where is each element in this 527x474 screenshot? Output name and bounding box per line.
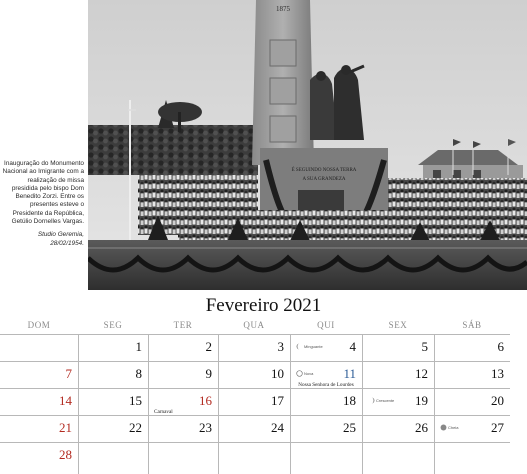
- day-number: 9: [205, 366, 212, 381]
- moon-phase-first-quarter-icon: [368, 397, 394, 404]
- weekday-label: QUI: [317, 320, 335, 330]
- calendar-day-cell: [78, 334, 148, 361]
- day-number: 27: [491, 420, 504, 435]
- day-number: 14: [59, 393, 72, 408]
- calendar-day-cell: [434, 442, 510, 469]
- moon-phase-label: Cheia: [448, 425, 459, 430]
- calendar-day-cell: [290, 334, 362, 361]
- calendar-day-cell: [148, 388, 218, 415]
- weekday-label: TER: [173, 320, 193, 330]
- caption-credit-date: 28/02/1954.: [50, 239, 84, 247]
- moon-phase-full-icon: [440, 424, 458, 431]
- calendar-day-cell: [78, 415, 148, 442]
- day-number: 12: [415, 366, 428, 381]
- weekday-label: SÁB: [462, 320, 482, 330]
- calendar-day-cell: [0, 388, 78, 415]
- calendar-day-cell: [434, 361, 510, 388]
- historic-photo: [88, 0, 527, 290]
- photo-caption: [0, 160, 84, 248]
- calendar-day-cell: [148, 361, 218, 388]
- calendar-day-cell: [362, 388, 434, 415]
- day-number: 1: [135, 339, 142, 354]
- day-number: 19: [415, 393, 428, 408]
- day-number: 18: [343, 393, 356, 408]
- day-number: 16: [199, 393, 212, 408]
- calendar-day-cell: [218, 334, 290, 361]
- calendar-day-cell: [218, 388, 290, 415]
- day-number: 13: [491, 366, 504, 381]
- weekday-label: DOM: [27, 320, 51, 330]
- day-number: 20: [491, 393, 504, 408]
- calendar-day-cell: [148, 442, 218, 469]
- calendar-day-cell: [218, 361, 290, 388]
- monument-inscription-2: A SUA GRANDEZA: [302, 177, 346, 182]
- day-note: Carnaval: [154, 409, 173, 415]
- calendar-day-cell: [78, 361, 148, 388]
- calendar-day-cell: [290, 415, 362, 442]
- calendar-day-cell: [0, 334, 78, 361]
- caption-text: Inauguração do Monumento Nacional ao Imigrante com a realização de missa presidida pelo bispo Dom Benedito Zorzi. Entre os presentes esteve o Presidente da República, Getúlio Dornelles Vargas.: [2, 160, 84, 226]
- caption-credit-studio: Studio Geremia,: [37, 231, 84, 239]
- weekday-header: [0, 320, 527, 334]
- day-number: 17: [271, 393, 284, 408]
- calendar-day-cell: [148, 334, 218, 361]
- calendar-day-cell: [78, 388, 148, 415]
- weekday-label: SEX: [388, 320, 408, 330]
- calendar-day-cell: [0, 415, 78, 442]
- calendar-day-cell: [434, 334, 510, 361]
- month-title: Fevereiro 2021: [205, 295, 322, 316]
- day-number: 10: [271, 366, 284, 381]
- moon-phase-last-quarter-icon: [296, 343, 323, 350]
- calendar-day-cell: [290, 361, 362, 388]
- day-number: 25: [343, 420, 356, 435]
- calendar-day-cell: [362, 361, 434, 388]
- moon-phase-label: Nova: [304, 371, 314, 376]
- calendar-day-cell: [218, 442, 290, 469]
- moon-phase-new-icon: [296, 370, 313, 377]
- calendar-day-cell: [0, 361, 78, 388]
- day-number: 3: [277, 339, 284, 354]
- caption-credit: [0, 231, 84, 248]
- day-number: 6: [497, 339, 504, 354]
- calendar-day-cell: [434, 388, 510, 415]
- calendar-day-cell: [362, 415, 434, 442]
- day-number: 11: [343, 366, 356, 381]
- day-number: 23: [199, 420, 212, 435]
- calendar-day-cell: [78, 442, 148, 469]
- day-number: 28: [59, 447, 72, 462]
- day-number: 4: [349, 339, 356, 354]
- calendar-day-cell: [362, 442, 434, 469]
- day-number: 26: [415, 420, 428, 435]
- calendar-day-cell: [218, 415, 290, 442]
- day-number: 24: [271, 420, 284, 435]
- moon-phase-label: Crescente: [376, 398, 395, 403]
- monument-inscription-1: É SEGUINDO NOSSA TERRA: [291, 168, 357, 173]
- weekday-label: QUA: [243, 320, 265, 330]
- calendar-day-cell: [148, 415, 218, 442]
- day-number: 5: [421, 339, 428, 354]
- day-number: 8: [135, 366, 142, 381]
- day-number: 2: [205, 339, 212, 354]
- calendar-grid: [0, 334, 527, 474]
- calendar-day-cell: [290, 388, 362, 415]
- day-number: 7: [65, 366, 72, 381]
- day-number: 22: [129, 420, 142, 435]
- moon-phase-label: Minguante: [304, 344, 323, 349]
- weekday-label: SEG: [103, 320, 123, 330]
- calendar-day-cell: [290, 442, 362, 469]
- calendar-day-cell: [0, 442, 78, 469]
- day-number: 21: [59, 420, 72, 435]
- calendar-day-cell: [362, 334, 434, 361]
- day-number: 15: [129, 393, 142, 408]
- day-note: Nossa Senhora de Lourdes: [298, 382, 354, 388]
- calendar-day-cell: [434, 415, 510, 442]
- monument-year: 1875: [276, 5, 290, 13]
